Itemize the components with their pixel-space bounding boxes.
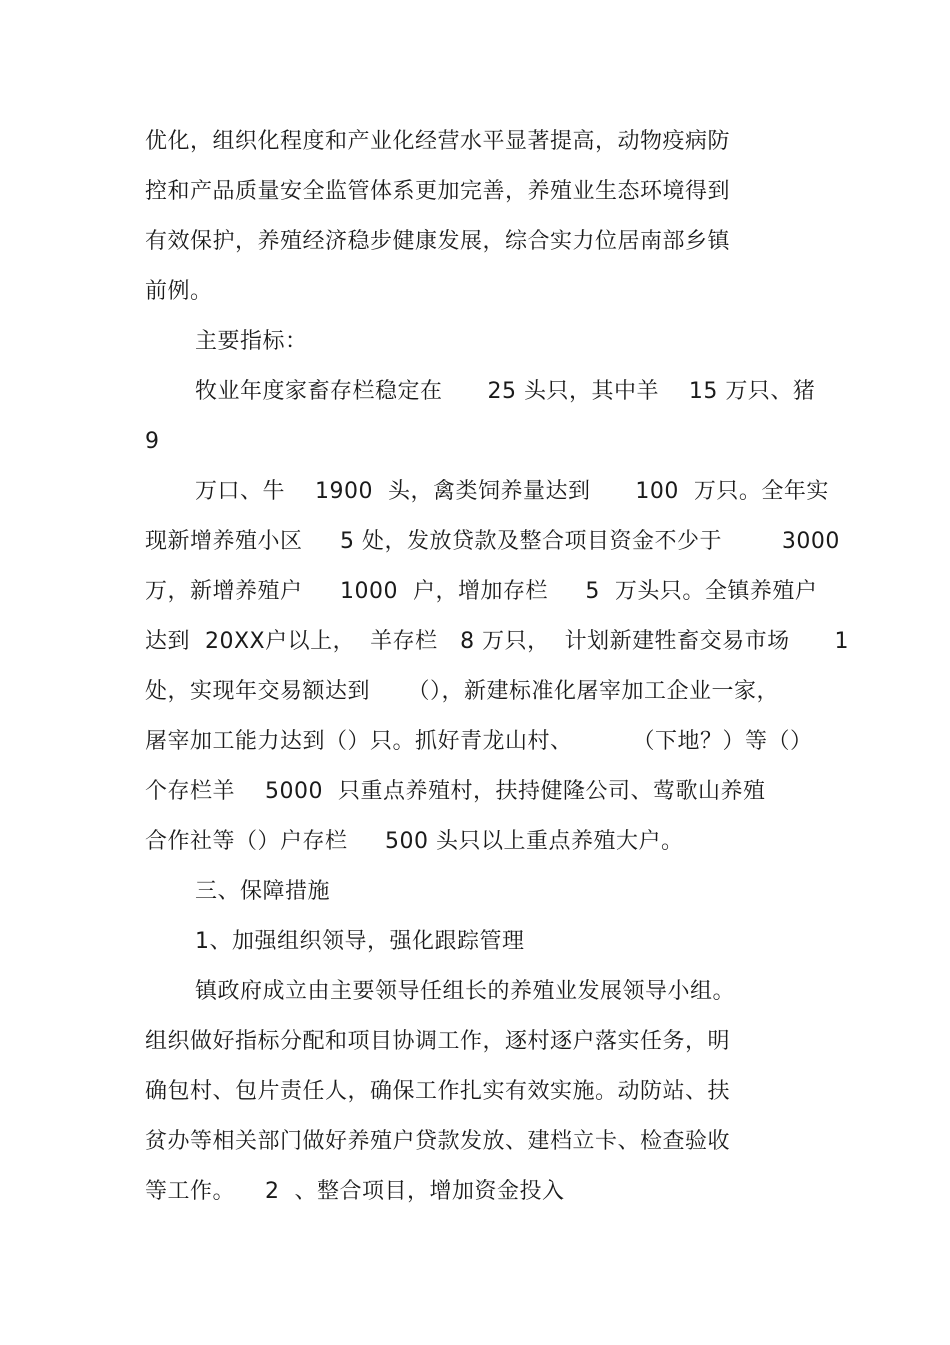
paragraph-line: 达到 20XX户以上， 羊存栏 8 万只， 计划新建牲畜交易市场 1 xyxy=(145,629,850,654)
paragraph-line: 9 xyxy=(145,429,160,454)
paragraph-line: 有效保护，养殖经济稳步健康发展，综合实力位居南部乡镇 xyxy=(145,229,731,254)
paragraph-line: 牧业年度家畜存栏稳定在 25 头只，其中羊 15 万只、猪 xyxy=(195,379,816,404)
subsection-heading: 1、加强组织领导，强化跟踪管理 xyxy=(195,929,525,954)
paragraph-line: 处，实现年交易额达到 （），新建标准化屠宰加工企业一家， xyxy=(145,679,779,704)
paragraph-line: 屠宰加工能力达到（）只。抓好青龙山村、 （下地？）等（） xyxy=(145,729,813,754)
paragraph-line: 控和产品质量安全监管体系更加完善，养殖业生态环境得到 xyxy=(145,179,731,204)
paragraph-line: 组织做好指标分配和项目协调工作，逐村逐户落实任务，明 xyxy=(145,1029,731,1054)
paragraph-line: 等工作。 2 、整合项目，增加资金投入 xyxy=(145,1179,565,1204)
paragraph-line: 合作社等（）户存栏 500 头只以上重点养殖大户。 xyxy=(145,829,684,854)
paragraph-line: 确包村、包片责任人，确保工作扎实有效实施。动防站、扶 xyxy=(145,1079,731,1104)
paragraph-line: 个存栏羊 5000 只重点养殖村，扶持健隆公司、莺歌山养殖 xyxy=(145,779,766,804)
paragraph-line: 万口、牛 1900 头，禽类饲养量达到 100 万只。全年实 xyxy=(195,479,829,504)
section-heading: 主要指标： xyxy=(195,329,308,354)
paragraph-line: 镇政府成立由主要领导任组长的养殖业发展领导小组。 xyxy=(195,979,736,1004)
paragraph-line: 万，新增养殖户 1000 户，增加存栏 5 万头只。全镇养殖户 xyxy=(145,579,818,604)
paragraph-line: 优化，组织化程度和产业化经营水平显著提高，动物疫病防 xyxy=(145,129,731,154)
paragraph-line: 现新增养殖小区 5 处，发放贷款及整合项目资金不少于 3000 xyxy=(145,529,840,554)
paragraph-line: 贫办等相关部门做好养殖户贷款发放、建档立卡、检查验收 xyxy=(145,1129,731,1154)
section-heading: 三、保障措施 xyxy=(195,879,331,904)
paragraph-line: 前例。 xyxy=(145,279,213,304)
